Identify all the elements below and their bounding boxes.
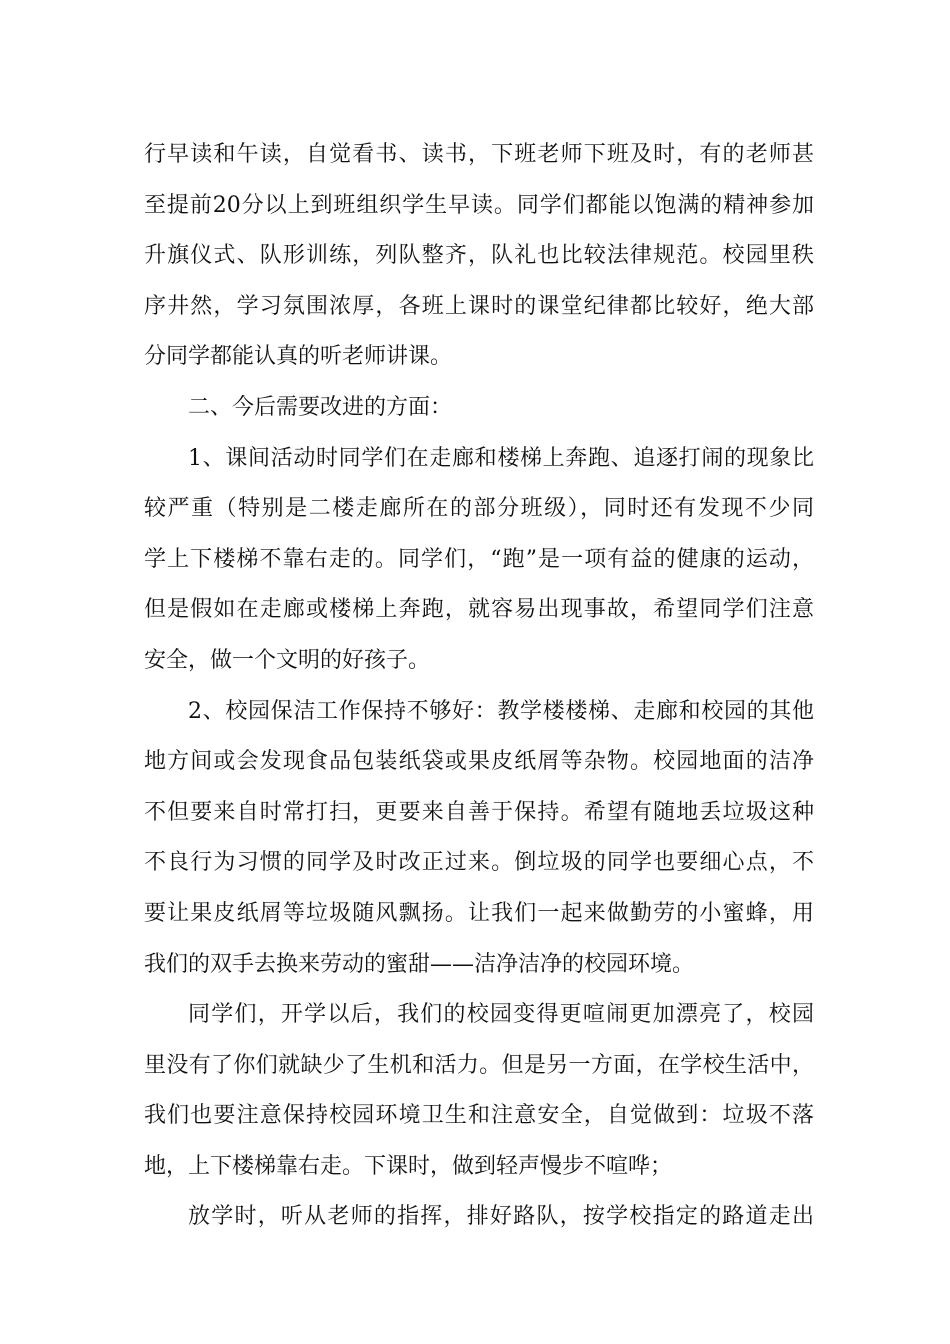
text-line: 行早读和午读，自觉看书、读书，下班老师下班及时，有的老师甚 [144, 142, 814, 167]
text-line: 里没有了你们就缺少了生机和活力。但是另一方面，在学校生活中， [144, 1052, 814, 1078]
text-line: 至提前20分以上到班组织学生早读。同学们都能以饱满的精神参加 [144, 192, 814, 218]
text-line: 分同学都能认真的听老师讲课。 [144, 344, 453, 370]
text-line: 但是假如在走廊或楼梯上奔跑，就容易出现事故，希望同学们注意 [144, 597, 814, 623]
text-line: 不但要来自时常打扫，更要来自善于保持。希望有随地丢垃圾这种 [144, 799, 814, 825]
text-line: 学上下楼梯不靠右走的。同学们，“跑”是一项有益的健康的运动， [144, 546, 814, 572]
text-line: 放学时，听从老师的指挥，排好路队，按学校指定的路道走出 [188, 1204, 814, 1230]
document-body [144, 130, 814, 1243]
text-line: 不良行为习惯的同学及时改正过来。倒垃圾的同学也要细心点，不 [144, 850, 814, 876]
text-line: 二、今后需要改进的方面： [188, 394, 453, 420]
text-line: 序井然，学习氛围浓厚，各班上课时的课堂纪律都比较好，绝大部 [144, 293, 814, 319]
text-line: 我们的双手去换来劳动的蜜甜——洁净洁净的校园环境。 [144, 951, 695, 977]
text-line: 地，上下楼梯靠右走。下课时，做到轻声慢步不喧哗； [144, 1153, 673, 1179]
text-line: 较严重（特别是二楼走廊所在的部分班级），同时还有发现不少同 [144, 496, 814, 522]
text-line: 安全，做一个文明的好孩子。 [144, 647, 431, 673]
text-line: 升旗仪式、队形训练，列队整齐，队礼也比较法律规范。校园里秩 [144, 243, 814, 269]
text-line: 2、校园保洁工作保持不够好：教学楼楼梯、走廊和校园的其他 [188, 698, 814, 724]
text-line: 同学们，开学以后，我们的校园变得更喧闹更加漂亮了，校园 [188, 1002, 814, 1028]
text-line: 我们也要注意保持校园环境卫生和注意安全，自觉做到：垃圾不落 [144, 1103, 814, 1129]
text-line: 要让果皮纸屑等垃圾随风飘扬。让我们一起来做勤劳的小蜜蜂，用 [144, 900, 814, 926]
text-line: 地方间或会发现食品包装纸袋或果皮纸屑等杂物。校园地面的洁净 [144, 749, 814, 775]
text-line: 1、课间活动时同学们在走廊和楼梯上奔跑、追逐打闹的现象比 [188, 445, 814, 471]
